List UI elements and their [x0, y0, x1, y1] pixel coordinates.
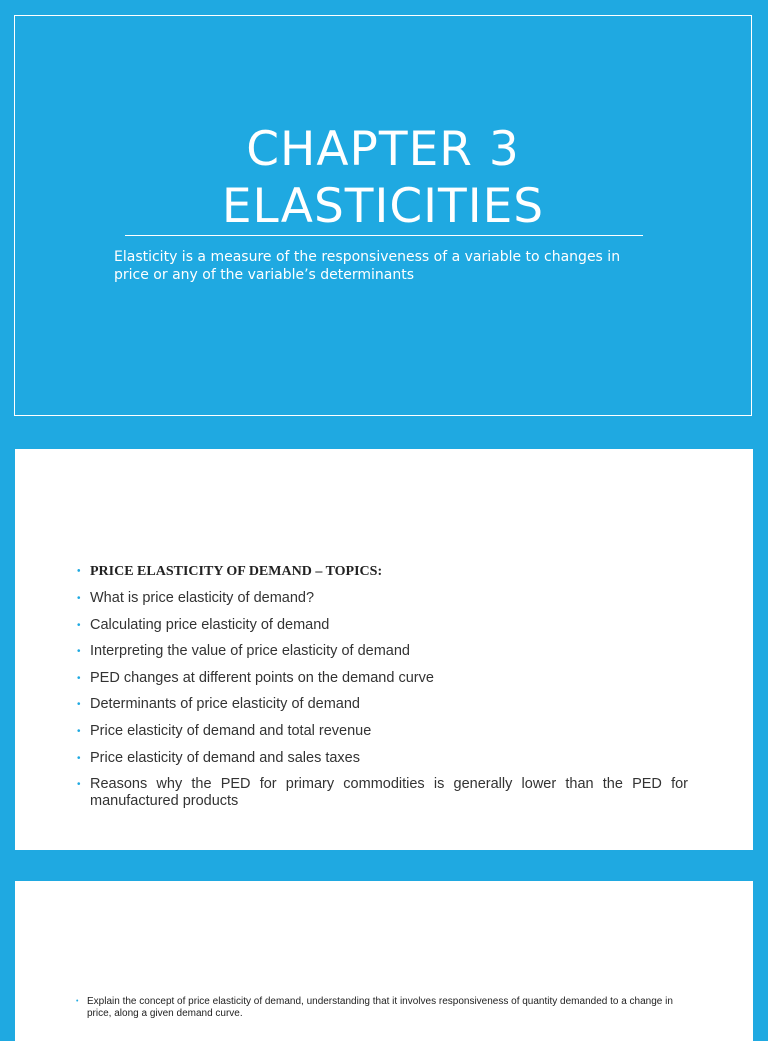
list-item: • Reasons why the PED for primary commodities is generally lower than the PED for manufactured products — [77, 776, 688, 810]
bullet-icon: • — [77, 725, 81, 737]
title-divider — [125, 235, 643, 236]
objectives-slide — [15, 881, 753, 1041]
list-item: • Price elasticity of demand and sales taxes — [77, 749, 360, 766]
bullet-icon: • — [77, 699, 81, 711]
objectives-list — [75, 996, 700, 1020]
chapter-subtitle-title: ELASTICITIES — [221, 179, 545, 234]
bullet-icon: • — [77, 779, 81, 791]
bullet-icon: • — [77, 566, 81, 577]
list-item: • Determinants of price elasticity of demand — [77, 696, 360, 713]
bullet-icon: • — [76, 998, 79, 1005]
slide-subtitle: Elasticity is a measure of the responsiveness of a variable to changes in price or any of the variable’s determinants — [114, 249, 621, 283]
topics-heading: • PRICE ELASTICITY OF DEMAND – TOPICS: — [77, 564, 383, 579]
title-slide — [14, 15, 752, 416]
bullet-icon: • — [77, 752, 81, 764]
list-item: • What is price elasticity of demand? — [77, 590, 315, 606]
list-item: • Interpreting the value of price elasticity of demand — [77, 643, 410, 660]
bullet-icon: • — [77, 593, 81, 604]
bullet-icon: • — [77, 672, 81, 684]
topics-slide — [15, 449, 753, 850]
chapter-title: CHAPTER 3 — [246, 122, 520, 177]
list-item: • Explain the concept of price elasticity of demand, understanding that it involves responsiveness of quantity demanded to a change in price, along a given demand curve. — [76, 996, 673, 1019]
bullet-icon: • — [77, 646, 81, 658]
list-item: • Price elasticity of demand and total revenue — [77, 722, 372, 739]
list-item: • PED changes at different points on the demand curve — [77, 669, 434, 686]
bullet-icon: • — [77, 619, 81, 631]
list-item: • Calculating price elasticity of demand — [77, 616, 330, 633]
topics-list — [76, 563, 688, 820]
